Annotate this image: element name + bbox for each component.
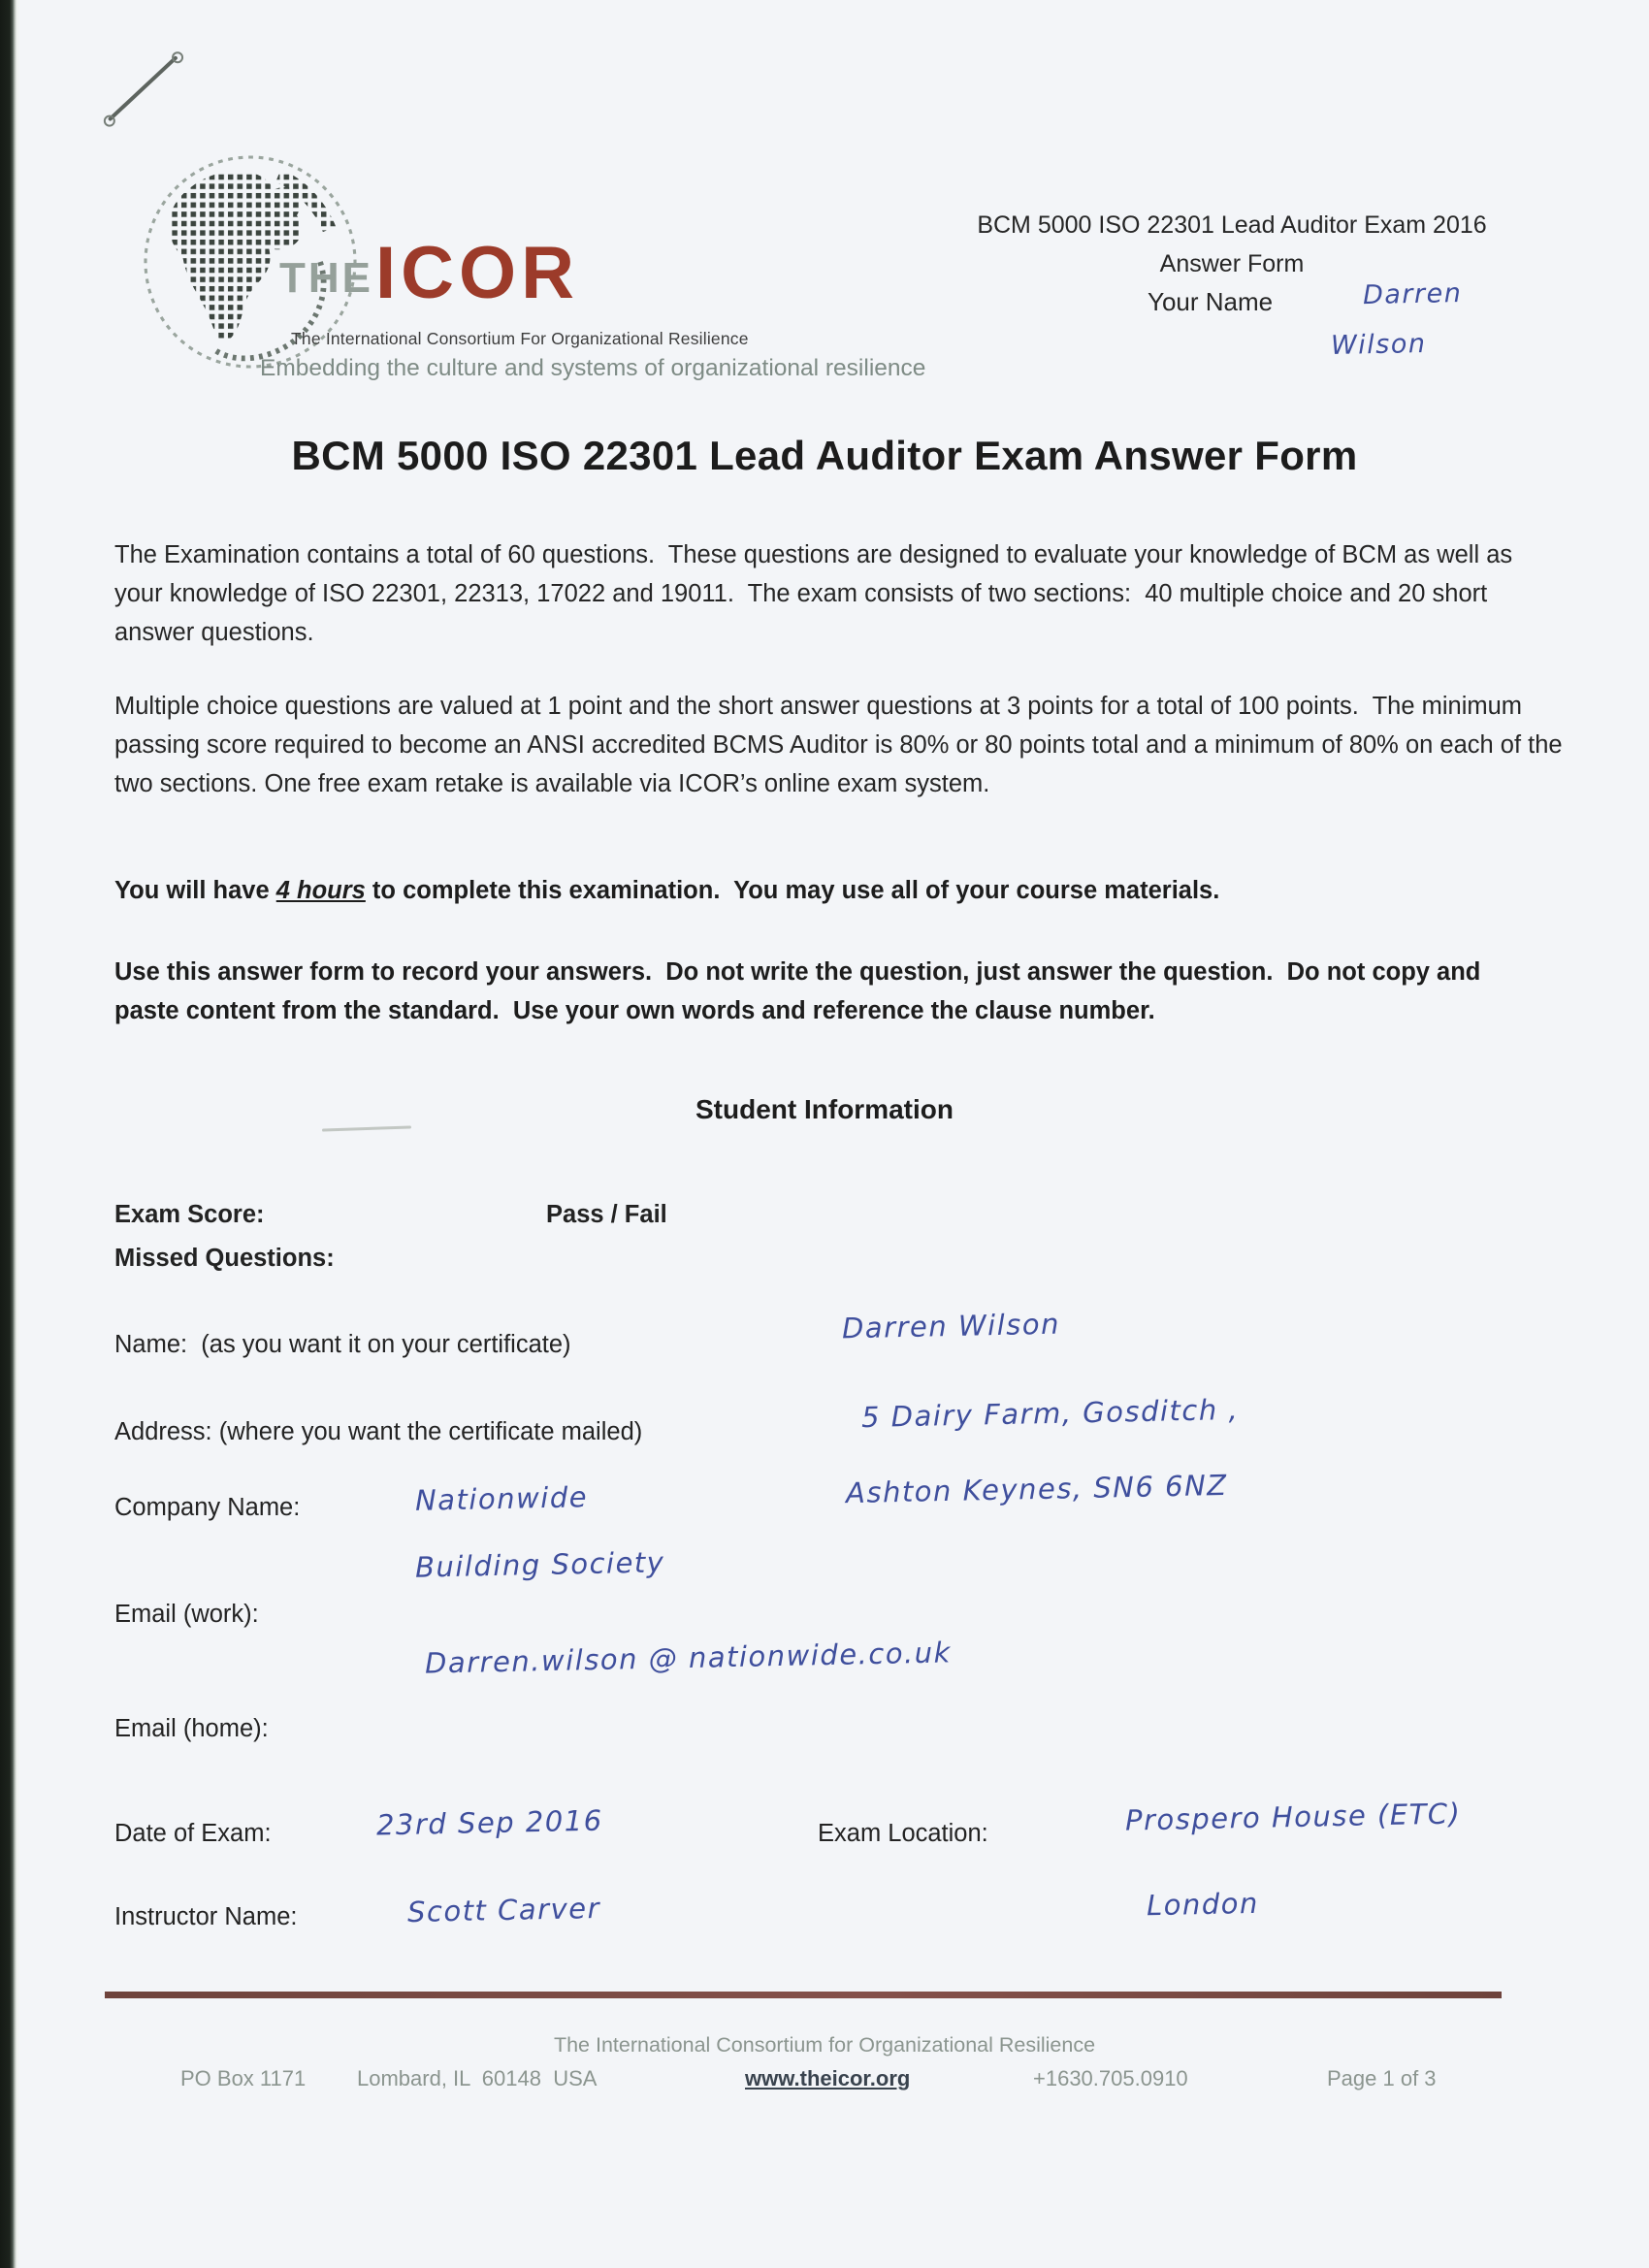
address-handwritten-line1: 5 Dairy Farm, Gosditch , <box>860 1392 1240 1435</box>
name-handwritten-value: Darren Wilson <box>841 1307 1061 1345</box>
company-field-label: Company Name: <box>114 1494 301 1521</box>
name-field-label: Name: (as you want it on your certificate) <box>114 1331 571 1358</box>
student-information-heading: Student Information <box>695 1094 954 1124</box>
page-title: BCM 5000 ISO 22301 Lead Auditor Exam Answer Form <box>291 433 1358 478</box>
address-field-label: Address: (where you want the certificate mailed) <box>114 1418 643 1445</box>
email-work-field-label: Email (work): <box>114 1601 259 1628</box>
company-handwritten-line2: Building Society <box>414 1545 665 1584</box>
company-handwritten-line1: Nationwide <box>414 1480 589 1517</box>
time-limit-before: You will have <box>114 877 276 904</box>
logo-icor-text: ICOR <box>375 232 579 314</box>
footer-organization: The International Consortium for Organizational Resilience <box>553 2033 1096 2057</box>
footer-phone: +1630.705.0910 <box>1033 2066 1188 2090</box>
footer-page-number: Page 1 of 3 <box>1327 2066 1437 2090</box>
footer-address: Lombard, IL 60148 USA <box>357 2066 598 2090</box>
date-of-exam-handwritten-value: 23rd Sep 2016 <box>375 1803 603 1842</box>
email-home-field-label: Email (home): <box>114 1715 269 1742</box>
instructor-name-label: Instructor Name: <box>114 1903 298 1930</box>
intro-paragraph: The Examination contains a total of 60 questions. These questions are designed to evaluate your knowledge of BCM as well as your knowledge of ISO 22301, 22313, 17022 and 19011. The exam consists of two sections: 40 multiple choice and 20 short answer questions. <box>114 541 1520 646</box>
scan-smudge <box>322 1125 411 1131</box>
pen-scratch-mark <box>108 55 178 121</box>
footer-website-link: www.theicor.org <box>745 2066 911 2090</box>
email-work-handwritten-value: Darren.wilson @ nationwide.co.uk <box>424 1636 953 1680</box>
exam-location-handwritten-line2: London <box>1146 1886 1260 1923</box>
scanner-edge-shadow <box>0 0 19 2268</box>
your-name-handwritten-last: Wilson <box>1330 328 1427 362</box>
time-limit-after: to complete this examination. You may use all of your course materials. <box>365 877 1220 904</box>
header-exam-title-line2: Answer Form <box>1159 250 1305 277</box>
missed-questions-label: Missed Questions: <box>114 1245 335 1272</box>
logo-the-text: THE <box>279 254 373 302</box>
exam-score-label: Exam Score: <box>114 1201 265 1228</box>
footer-divider-rule <box>105 1992 1502 1998</box>
address-handwritten-line2: Ashton Keynes, SN6 6NZ <box>845 1468 1228 1510</box>
instructor-handwritten-value: Scott Carver <box>406 1891 601 1929</box>
exam-location-handwritten-line1: Prospero House (ETC) <box>1124 1797 1462 1837</box>
icor-logo-wordmark <box>279 232 579 314</box>
date-of-exam-label: Date of Exam: <box>114 1820 272 1847</box>
header-exam-title <box>873 206 1591 283</box>
time-limit-duration: 4 hours <box>275 877 366 904</box>
logo-subtitle: The International Consortium For Organizational Resilience <box>291 329 749 348</box>
scoring-paragraph: Multiple choice questions are valued at 1 point and the short answer questions at 3 points for a total of 100 points. The minimum passing score required to become an ANSI accredited BCMS Auditor is 80% or 80 points total and a minimum of 80% on each of the two sections. One free exam retake is available via ICOR’s online exam system. <box>114 693 1569 797</box>
exam-location-label: Exam Location: <box>818 1820 988 1847</box>
pass-fail-label: Pass / Fail <box>546 1201 667 1228</box>
instructions-paragraph: Use this answer form to record your answers. Do not write the question, just answer the question. Do not copy and paste content from the standard. Use your own words and reference the clause number. <box>114 958 1488 1024</box>
your-name-handwritten-first: Darren <box>1362 277 1463 311</box>
logo-tagline: Embedding the culture and systems of organizational resilience <box>260 355 926 381</box>
footer-po-box: PO Box 1171 <box>180 2066 307 2090</box>
header-exam-title-line1: BCM 5000 ISO 22301 Lead Auditor Exam 2016 <box>977 211 1487 239</box>
your-name-label: Your Name <box>1148 287 1274 316</box>
time-limit-paragraph <box>114 871 1599 910</box>
